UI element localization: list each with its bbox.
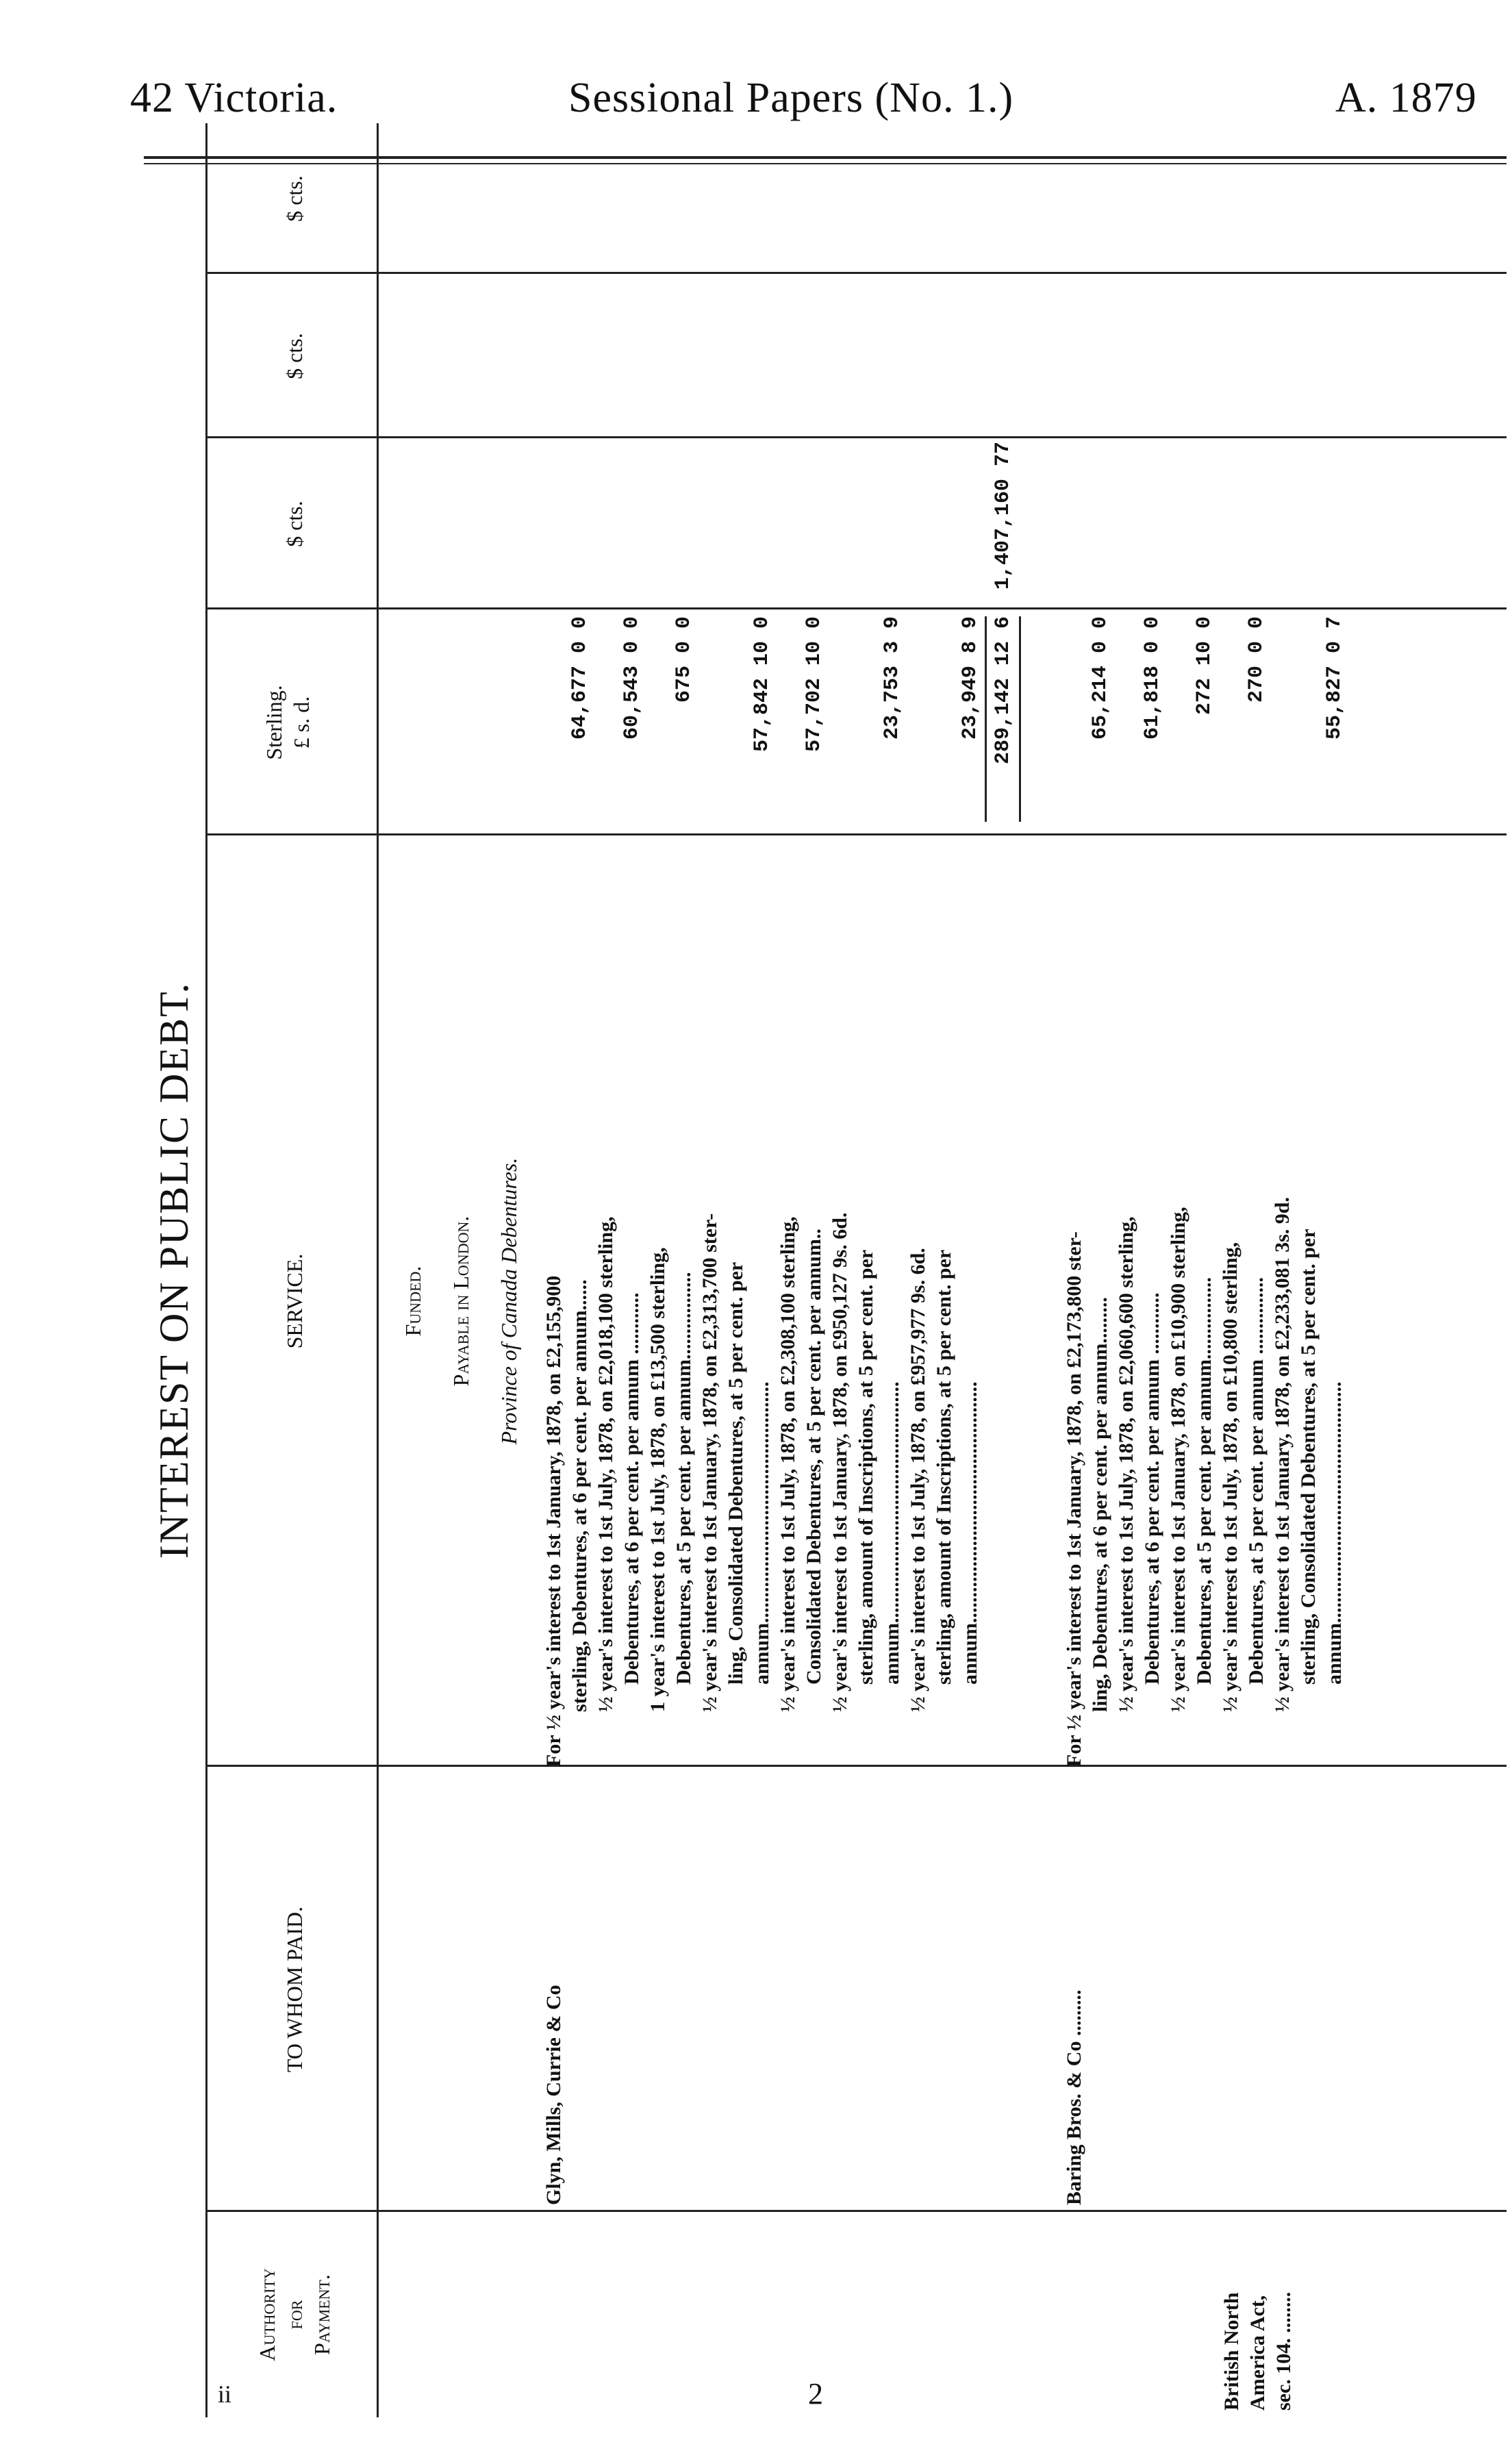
table-top-rule [205,123,207,2417]
service-row: ½ year's interest to 1st July, 1878, on £10,800 sterling, Debentures, at 5 per cent. per annum ............... [1219,1242,1268,1712]
sterling-value: 272 10 0 [1193,616,1216,716]
sterling-value: 65,214 0 0 [1089,616,1112,740]
subtotal-rule-bottom [1019,616,1021,822]
table-title: INTEREST ON PUBLIC DEBT. [151,981,197,1559]
colhead-dollars-2: $ cts. [282,333,307,379]
service-row: 1 year's interest to 1st July, 1878, on £13,500 sterling, Debentures, at 5 per cent. per annum................. [646,1247,695,1712]
section-province: Province of Canada Debentures. [496,1157,521,1445]
header-title: Sessional Papers (No. 1.) [568,75,1014,121]
header-bottom-rule [377,123,379,2417]
service-row: ½ year's interest to 1st July, 1878, on £957,977 9s. 6d. sterling, amount of Inscriptions, at 5 per cent. per annum............................................... [907,1248,981,1712]
sterling-value: 23,949 8 9 [959,616,982,740]
service-row: For ½ year's interest to 1st January, 1878, on £2,173,800 ster- ling, Debentures, at 6 per cent. per annum......... [1063,1231,1111,1767]
payee-glyn: Glyn, Mills, Currie & Co [542,1985,565,2205]
service-row: ½ year's interest to 1st January, 1878, on £950,127 9s. 6d. sterling, amount of Inscriptions, at 5 per cent. per annum............................................... [829,1212,903,1712]
edge-mark: ii [218,2380,232,2408]
sterling-value: 57,842 10 0 [751,616,774,753]
subtotal-rule [985,616,987,822]
col-divider-authority [205,2210,1507,2212]
service-row: For ½ year's interest to 1st January, 1878, on £2,155,900 sterling, Debentures, at 6 per cent. per annum...... [542,1275,591,1767]
sterling-value: 57,702 10 0 [803,616,826,753]
sterling-value: 270 0 0 [1245,616,1268,703]
service-row: ½ year's interest to 1st January, 1878, on £2,313,700 ster- ling, Consolidated Debentures, at 5 per cent. per annum............................................... [698,1213,773,1712]
sterling-value: 64,677 0 0 [568,616,592,740]
colhead-sterling: Sterling. £ s. d. [262,685,314,760]
header-year: A. 1879 [1335,75,1477,121]
colhead-to-whom: TO WHOM PAID. [282,1906,307,2073]
col-divider-dollars1 [205,436,1507,438]
colhead-service: SERVICE. [282,1253,307,1349]
service-row: ½ year's interest to 1st July, 1878, on £2,018,100 sterling, Debentures, at 6 per cent. per annum ............ [594,1216,643,1712]
header-volume: 42 Victoria. [130,75,338,121]
sterling-value: 60,543 0 0 [620,616,644,740]
subtotal-sterling: 289,142 12 6 [992,616,1015,765]
authority-text: British North America Act, sec. 104. ........ [1220,2291,1295,2411]
colhead-dollars-1: $ cts. [282,501,307,547]
service-row: ½ year's interest to 1st July, 1878, on £2,308,100 sterling, Consolidated Debentures, at 5 per cent. per annum.. [777,1216,825,1712]
section-london: Payable in London. [449,1216,473,1387]
col-divider-sterling [205,607,1507,609]
service-row: ½ year's interest to 1st January, 1878, on £2,233,081 3s. 9d. sterling, Consolidated Debentures, at 5 per cent. per annum............................................... [1271,1197,1346,1712]
colhead-dollars-3: $ cts. [282,175,307,222]
section-funded: Funded. [401,1266,425,1337]
service-row: ½ year's interest to 1st January, 1878, on £10,900 sterling, Debentures, at 5 per cent. per annum................ [1167,1207,1215,1712]
sterling-value: 23,753 3 9 [881,616,904,740]
service-row: ½ year's interest to 1st July, 1878, on £2,060,600 sterling, Debentures, at 6 per cent. per annum ............ [1115,1216,1163,1712]
payee-baring: Baring Bros. & Co ......... [1063,1989,1085,2205]
page-number: 2 [808,2377,823,2411]
col-divider-dollars2 [205,272,1507,274]
colhead-authority: Authority for Payment. [255,2268,334,2361]
sterling-value: 675 0 0 [672,616,696,703]
rotated-table [151,123,1507,2417]
sterling-value: 55,827 0 7 [1323,616,1346,740]
subtotal-dollars: 1,407,160 77 [992,442,1015,590]
sterling-value: 61,818 0 0 [1141,616,1164,740]
